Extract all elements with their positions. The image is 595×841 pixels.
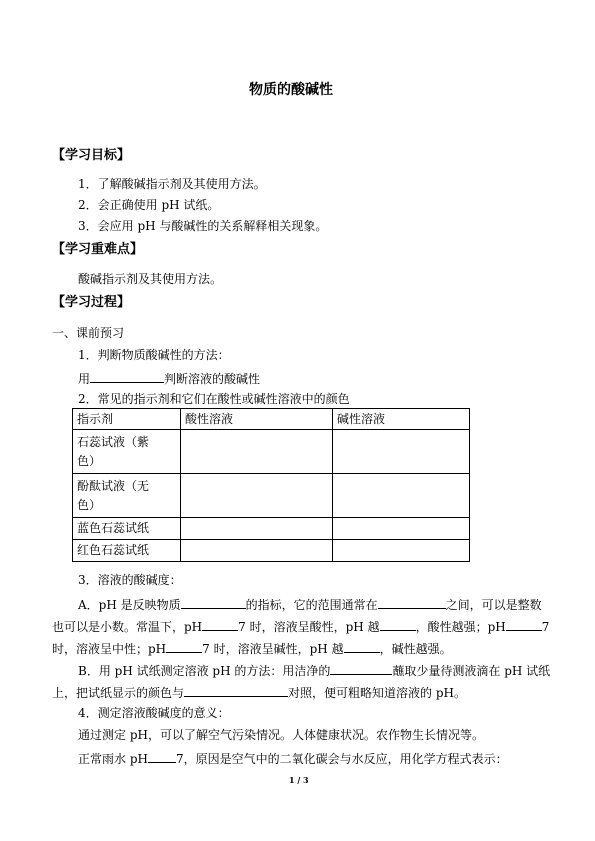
question-3: 3．溶液的酸碱度： (78, 573, 182, 587)
text-use: 用 (78, 372, 91, 386)
table-cell-acidic[interactable] (181, 474, 333, 518)
answer-blank[interactable] (166, 640, 202, 653)
preview-heading: 一、课前预习 (52, 326, 125, 340)
table-cell-acidic[interactable] (181, 518, 333, 540)
table-cell-indicator: 蓝色石蕊试纸 (73, 518, 181, 540)
table-cell-basic[interactable] (333, 474, 470, 518)
table-row (73, 540, 470, 562)
normal-rain-line: 正常雨水 pH 7，原因是空气中的二氧化碳会与水反应，用化学方程式表示： (78, 752, 508, 766)
question-1-answer-line (78, 370, 260, 386)
table-cell-basic[interactable] (333, 430, 470, 474)
part-b-line-1: B．用 pH 试纸测定溶液 pH 的方法：用洁净的 蘸取少量待测液滴在 pH 试纸 (78, 664, 551, 678)
section-key-difficulties: 【学习重难点】 (52, 242, 144, 257)
table-header-indicator: 指示剂 (73, 409, 181, 430)
table-header-row (73, 409, 470, 430)
text-judge-tail: 判断溶液的酸碱性 (164, 372, 261, 386)
answer-blank[interactable] (184, 684, 288, 697)
table-row (73, 518, 470, 540)
goal-item-1: 1．了解酸碱指示剂及其使用方法。 (78, 177, 266, 191)
answer-blank[interactable] (344, 640, 380, 653)
answer-blank[interactable] (90, 370, 164, 383)
table-cell-basic[interactable] (333, 540, 470, 562)
section-learning-goals: 【学习目标】 (52, 148, 131, 163)
page-number: 1 / 3 (289, 775, 309, 785)
table-cell-indicator: 酚酞试液（无 色） (73, 474, 181, 518)
part-a-line-3: 时，溶液呈中性；pH 7 时，溶液呈碱性，pH 越 ，碱性越强。 (52, 642, 452, 656)
table-row (73, 430, 470, 474)
page-title: 物质的酸碱性 (249, 82, 333, 98)
table-cell-acidic[interactable] (181, 540, 333, 562)
question-1: 1．判断物质酸碱性的方法： (78, 348, 230, 362)
table-cell-acidic[interactable] (181, 430, 333, 474)
question-2: 2．常见的指示剂和它们在酸性或碱性溶液中的颜色 (78, 392, 350, 406)
goal-item-3: 3．会应用 pH 与酸碱性的关系解释相关现象。 (78, 219, 328, 233)
answer-blank[interactable] (148, 750, 176, 763)
answer-blank[interactable] (330, 662, 392, 675)
goal-item-2: 2．会正确使用 pH 试纸。 (78, 198, 220, 212)
difficulty-text: 酸碱指示剂及其使用方法。 (78, 272, 223, 286)
table-cell-basic[interactable] (333, 518, 470, 540)
table-header-basic: 碱性溶液 (333, 409, 470, 430)
indicator-color-table (72, 408, 470, 562)
section-learning-process: 【学习过程】 (52, 295, 131, 310)
table-header-acidic: 酸性溶液 (181, 409, 333, 430)
part-a-line-1: A．pH 是反映物质 的指标，它的范围通常在 之间，可以是整数 (78, 598, 542, 612)
answer-blank[interactable] (202, 618, 238, 631)
answer-blank[interactable] (506, 618, 542, 631)
table-row (73, 474, 470, 518)
table-cell-indicator: 石蕊试液（紫 色） (73, 430, 181, 474)
question-4: 4．测定溶液酸碱度的意义： (78, 706, 230, 720)
answer-blank[interactable] (380, 618, 416, 631)
answer-blank[interactable] (378, 596, 446, 609)
question-4-text: 通过测定 pH，可以了解空气污染情况。人体健康状况。农作物生长情况等。 (78, 728, 484, 742)
table-cell-indicator: 红色石蕊试纸 (73, 540, 181, 562)
part-a-line-2: 也可以是小数。常温下，pH 7 时，溶液呈酸性，pH 越 ，酸性越强；pH 7 (52, 620, 550, 634)
answer-blank[interactable] (181, 596, 246, 609)
part-b-line-2: 上，把试纸显示的颜色与 对照，便可粗略知道溶液的 pH。 (52, 686, 466, 700)
